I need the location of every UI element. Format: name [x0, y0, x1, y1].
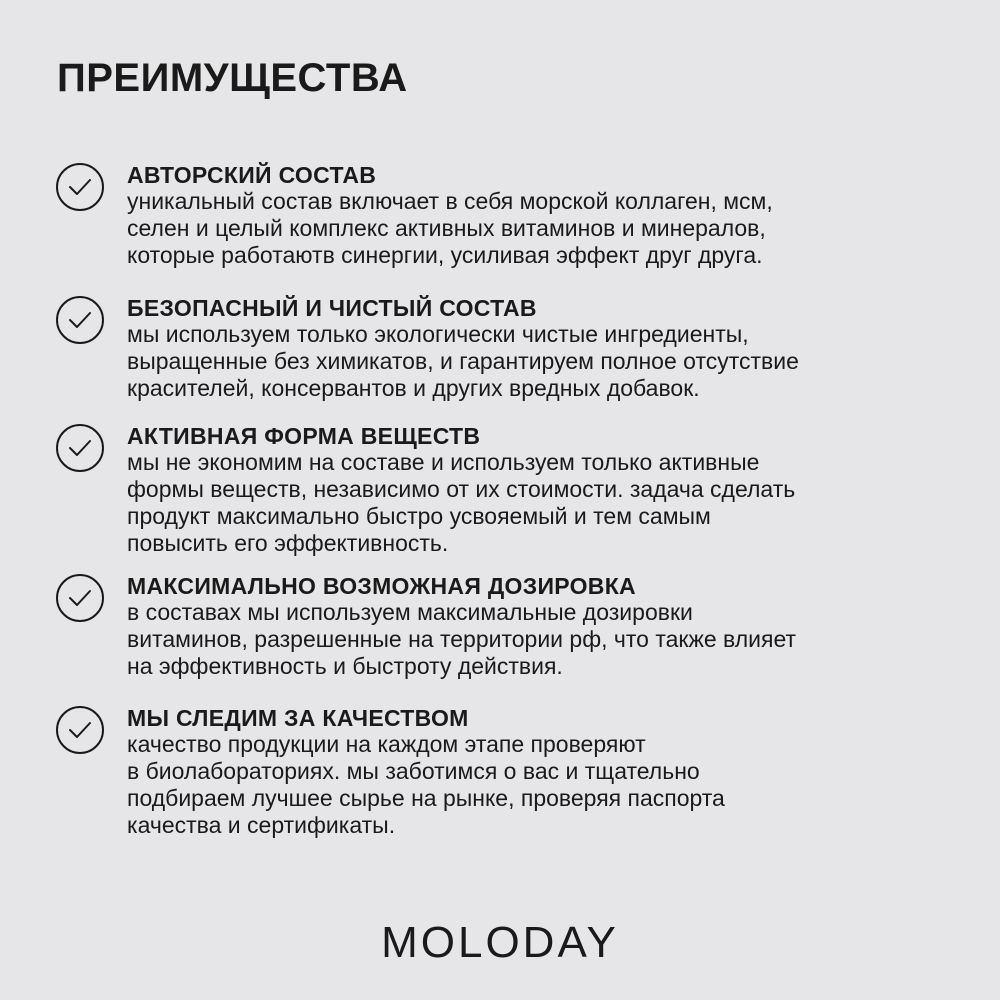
- benefit-heading: МАКСИМАЛЬНО ВОЗМОЖНАЯ ДОЗИРОВКА: [127, 573, 636, 599]
- check-circle-icon: [55, 573, 105, 623]
- check-circle-icon: [55, 162, 105, 212]
- brand-logo: MOLODAY: [381, 918, 619, 967]
- check-circle-icon: [55, 423, 105, 473]
- benefit-heading: БЕЗОПАСНЫЙ И ЧИСТЫЙ СОСТАВ: [127, 295, 537, 321]
- benefit-description: в составах мы используем максимальные дозировки витаминов, разрешенные на территории рф, что также влияет на эффективность и быстроту действия.: [127, 599, 797, 679]
- check-circle-icon: [55, 705, 105, 755]
- benefit-description: качество продукции на каждом этапе проверяют в биолабораториях. мы заботимся о вас и тщательно подбираем лучшее сырье на рынке, проверяя паспорта качества и сертификаты.: [127, 731, 725, 838]
- benefit-heading: МЫ СЛЕДИМ ЗА КАЧЕСТВОМ: [127, 705, 469, 731]
- benefit-heading: АВТОРСКИЙ СОСТАВ: [127, 162, 377, 188]
- check-circle-icon: [55, 295, 105, 345]
- benefit-heading: АКТИВНАЯ ФОРМА ВЕЩЕСТВ: [127, 423, 481, 449]
- benefit-description: уникальный состав включает в себя морской коллаген, мсм, селен и целый комплекс активных витаминов и минералов, которые работаютв синергии, усиливая эффект друг друга.: [127, 188, 773, 268]
- page-title: ПРЕИМУЩЕСТВА: [57, 56, 408, 100]
- benefit-description: мы не экономим на составе и используем только активные формы веществ, независимо от их стоимости. задача сделать продукт максимально быстро усвояемый и тем самым повысить его эффективность.: [127, 449, 796, 556]
- benefit-description: мы используем только экологически чистые ингредиенты, выращенные без химикатов, и гарантируем полное отсутствие красителей, консервантов и других вредных добавок.: [127, 321, 799, 401]
